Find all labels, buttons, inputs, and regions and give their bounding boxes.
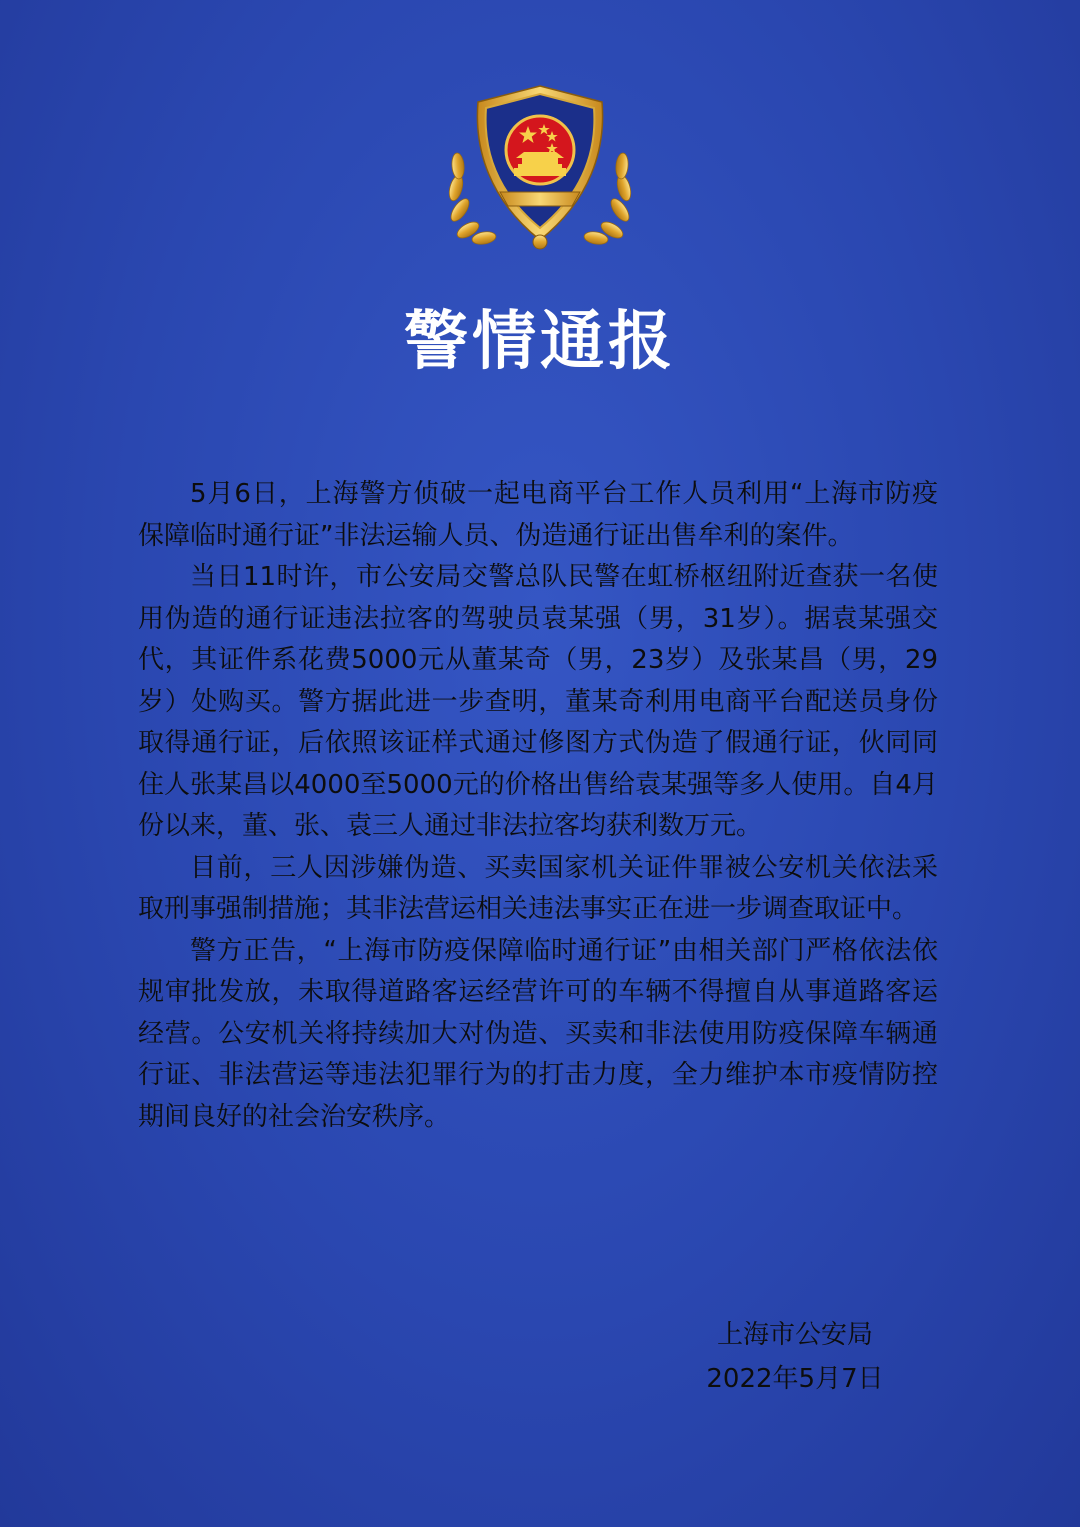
signature-block xyxy=(680,1313,910,1401)
paragraph-3: 目前，三人因涉嫌伪造、买卖国家机关证件罪被公安机关依法采取刑事强制措施；其非法营运相关违法事实正在进一步调查取证中。 xyxy=(138,852,938,924)
issuer-name: 上海市公安局 xyxy=(716,1320,873,1350)
paragraph-1: 5月6日，上海警方侦破一起电商平台工作人员利用“上海市防疫保障临时通行证”非法运输人员、伪造通行证出售牟利的案件。 xyxy=(138,479,938,551)
issue-date: 2022年5月7日 xyxy=(706,1364,884,1394)
notice-body xyxy=(138,474,938,1138)
police-emblem-icon xyxy=(440,80,640,258)
page-title: 警情通报 xyxy=(404,305,676,379)
paragraph-4: 警方正告，“上海市防疫保障临时通行证”由相关部门严格依法依规审批发放，未取得道路客运经营许可的车辆不得擅自从事道路客运经营。公安机关将持续加大对伪造、买卖和非法使用防疫保障车辆通行证、非法营运等违法犯罪行为的打击力度，全力维护本市疫情防控期间良好的社会治安秩序。 xyxy=(138,935,938,1132)
paragraph-2: 当日11时许，市公安局交警总队民警在虹桥枢纽附近查获一名使用伪造的通行证违法拉客的驾驶员袁某强（男，31岁）。据袁某强交代，其证件系花费5000元从董某奇（男，23岁）及张某昌（男，29岁）处购买。警方据此进一步查明，董某奇利用电商平台配送员身份取得通行证，后依照该证样式通过修图方式伪造了假通行证，伙同同住人张某昌以4000至5000元的价格出售给袁某强等多人使用。自4月份以来，董、张、袁三人通过非法拉客均获利数万元。 xyxy=(138,562,938,841)
